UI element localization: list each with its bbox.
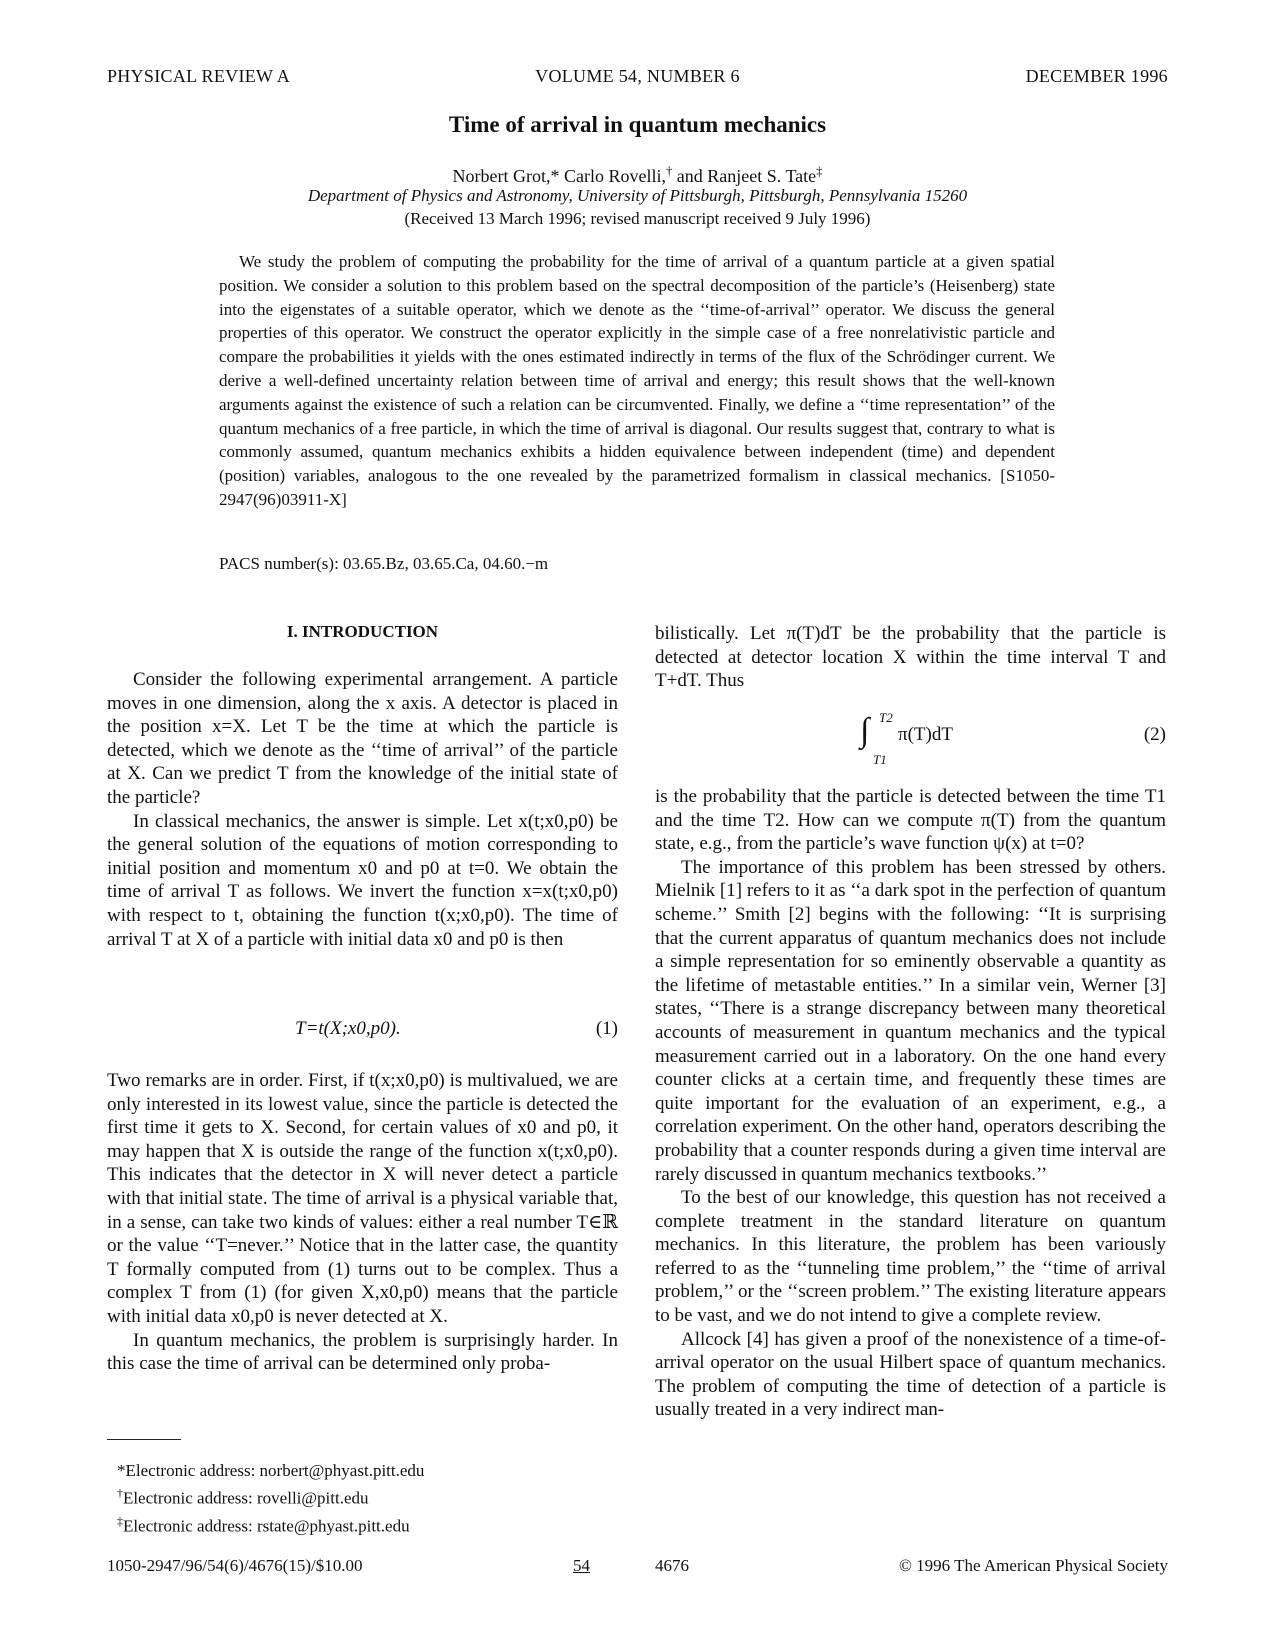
- volume-number: VOLUME 54, NUMBER 6: [535, 66, 740, 86]
- paragraph: In quantum mechanics, the problem is surprisingly harder. In this case the time of arrival can be determined only proba-: [107, 1329, 618, 1375]
- footnote-mark: †: [117, 1486, 123, 1501]
- footnotes: [107, 1459, 618, 1538]
- footnote-rule: [107, 1439, 181, 1440]
- footnote-1: *Electronic address: norbert@phyast.pitt.edu: [117, 1461, 425, 1480]
- author-list: [0, 164, 1275, 187]
- paragraph: To the best of our knowledge, this question has not received a complete treatment in the standard literature on quantum mechanics. In this literature, the problem has been variously referred to as the ‘‘tunneling time problem,’’ the ‘‘time of arrival problem,’’ or the ‘‘screen problem.’’ The existing literature appears to be vast, and we do not intend to give a complete review.: [655, 1187, 1166, 1327]
- left-column-bottom: [107, 1069, 618, 1376]
- equation-number: (1): [595, 1018, 618, 1039]
- author-mark-ddagger: ‡: [816, 164, 823, 178]
- equation-body: π(T)dT: [898, 724, 953, 745]
- page-number: 4676: [655, 1556, 689, 1575]
- integral-sign: ∫: [860, 712, 870, 749]
- paper-title: Time of arrival in quantum mechanics: [448, 112, 827, 137]
- abstract-text: We study the problem of computing the probability for the time of arrival of a quantum particle at a given spatial position. We consider a solution to this problem based on the spectral decomposition of the particle’s (Heisenberg) state into the eigenstates of a suitable operator, which we denote as the ‘‘time-of-arrival’’ operator. We discuss the general properties of this operator. We construct the operator explicitly in the simple case of a free nonrelativistic particle and compare the probabilities it yields with the ones estimated indirectly in terms of the flux of the Schrödinger current. We derive a well-defined uncertainty relation between time of arrival and energy; this result shows that the well-known arguments against the existence of such a relation can be circumvented. Finally, we define a ‘‘time representation’’ of the quantum mechanics of a free particle, in which the time of arrival is diagonal. Our results suggest that, contrary to what is commonly assumed, quantum mechanics exhibits a hidden equivalence between independent (time) and dependent (position) variables, analogous to the one revealed by the parametrized formalism in classical mechanics. [S1050-2947(96)03911-X]: [219, 252, 1055, 509]
- received-dates: (Received 13 March 1996; revised manuscript received 9 July 1996): [404, 209, 871, 228]
- issue-date: DECEMBER 1996: [1025, 66, 1168, 86]
- author-grot: Norbert Grot,*: [452, 166, 560, 186]
- integral-lower-limit: T1: [873, 752, 887, 767]
- footnote-3: ‡Electronic address: rstate@phyast.pitt.edu: [117, 1514, 410, 1536]
- pacs-numbers: PACS number(s): 03.65.Bz, 03.65.Ca, 04.60.−m: [219, 554, 549, 573]
- affiliation: Department of Physics and Astronomy, University of Pittsburgh, Pittsburgh, Pennsylvania 15260: [307, 186, 968, 205]
- journal-name: PHYSICAL REVIEW A: [107, 66, 291, 86]
- paragraph: In classical mechanics, the answer is simple. Let x(t;x0,p0) be the general solution of the equations of motion corresponding to initial position and momentum x0 and p0 at t=0. We obtain the time of arrival T as follows. We invert the function x=x(t;x0,p0) with respect to t, obtaining the function t(x;x0,p0). The time of arrival T at X of a particle with initial data x0 and p0 is then: [107, 810, 618, 950]
- paragraph: The importance of this problem has been stressed by others. Mielnik [1] refers to it as ‘‘a dark spot in the perfection of quantum scheme.’’ Smith [2] begins with the following: ‘‘It is surprising that the current apparatus of quantum mechanics does not include a simple representation for so eminently observable a quantity as the lifetime of metastable entities.’’ In a similar vein, Werner [3] states, ‘‘There is a strange discrepancy between many theoretical accounts of measurement in quantum mechanics and the typical measurement carried out in a laboratory. On the one hand every counter clicks at a certain time, and frequently these times are quite important for the evaluation of an experiment, e.g., a correlation experiment. On the other hand, operators describing the probability that a counter responds during a given time interval are rarely discussed in quantum mechanics textbooks.’’: [655, 856, 1166, 1185]
- copyright: © 1996 The American Physical Society: [899, 1556, 1168, 1575]
- author-tate: and Ranjeet S. Tate: [672, 166, 817, 186]
- author-mark-dagger: †: [666, 164, 673, 178]
- footnote-2: †Electronic address: rovelli@pitt.edu: [117, 1486, 369, 1508]
- section-heading: I. INTRODUCTION: [286, 622, 439, 641]
- paragraph: Consider the following experimental arrangement. A particle moves in one dimension, along the x axis. A detector is placed in the position x=X. Let T be the time at which the particle is detected, which we denote as the ‘‘time of arrival’’ of the particle at X. Can we predict T from the knowledge of the initial state of the particle?: [107, 669, 618, 808]
- equation-1: [107, 1018, 618, 1046]
- paragraph: bilistically. Let π(T)dT be the probability that the particle is detected at detector location X within the time interval T and T+dT. Thus: [655, 623, 1166, 692]
- left-column-top: [107, 668, 618, 951]
- paragraph: Two remarks are in order. First, if t(x;x0,p0) is multivalued, we are only interested in its lowest value, since the particle is detected the first time it gets to X. Second, for certain values of x0 and p0, it may happen that X is outside the range of the function x(t;x0,p0). This indicates that the detector in X will never detect a particle with that initial state. The time of arrival is a physical variable that, in a sense, can take two kinds of values: either a real number T∈ℝ or the value ‘‘T=never.’’ Notice that in the latter case, the quantity T formally computed from (1) turns out to be complex. Thus a complex T from (1) (for given X,x0,p0) means that the particle with initial data x0,p0 is never detected at X.: [107, 1070, 618, 1327]
- footer-volume: 54: [573, 1556, 590, 1575]
- footnote-mark: ‡: [117, 1514, 123, 1529]
- integral-upper-limit: T2: [879, 710, 893, 725]
- paragraph: Allcock [4] has given a proof of the nonexistence of a time-of-arrival operator on the usual Hilbert space of quantum mechanics. The problem of computing the time of detection of a particle is usually treated in a very indirect man-: [655, 1328, 1166, 1421]
- equation-body: T=t(X;x0,p0).: [295, 1018, 401, 1039]
- author-rovelli: Carlo Rovelli,: [559, 166, 666, 186]
- equation-number: (2): [1143, 724, 1166, 745]
- equation-2: [655, 710, 1166, 776]
- right-column-bottom: [655, 785, 1166, 1422]
- paragraph: is the probability that the particle is detected between the time T1 and the time T2. How can we compute π(T) from the quantum state, e.g., from the particle’s wave function ψ(x) at t=0?: [655, 786, 1166, 855]
- abstract: [219, 250, 1055, 512]
- right-column-top: [655, 622, 1166, 693]
- footer-code: 1050-2947/96/54(6)/4676(15)/$10.00: [107, 1556, 363, 1575]
